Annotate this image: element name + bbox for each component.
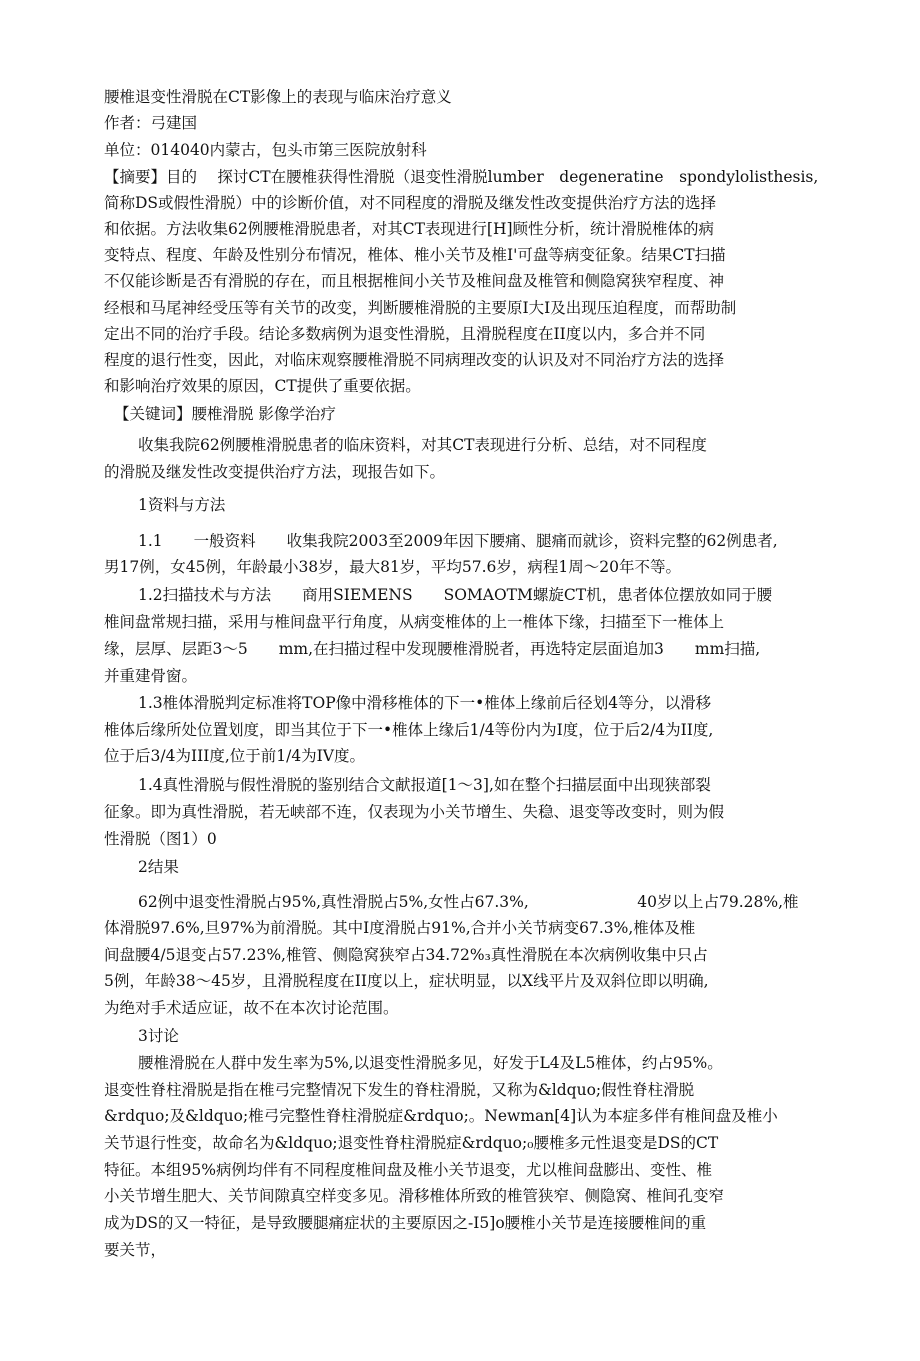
discussion-line: 腰椎滑脱在人群中发生率为5%,以退变性滑脱多见，好发于L4及L5椎体，约占95%。 — [138, 1054, 723, 1072]
section-1-2-line: 缘，层厚、层距3〜5 mm,在扫描过程中发现腰椎滑脱者，再选特定层面追加3 mm扫描, — [104, 640, 761, 658]
results-line: 62例中退变性滑脱占95%,真性滑脱占5%,女性占67.3%, 40岁以上占79.28%,椎 — [138, 893, 799, 911]
discussion-line: 退变性脊柱滑脱是指在椎弓完整情况下发生的脊柱滑脱，又称为&ldquo;假性脊柱滑脱 — [104, 1081, 695, 1099]
section-1-4-line: 性滑脱（图1）0 — [104, 830, 217, 848]
abstract-line: 不仅能诊断是否有滑脱的存在，而且根据椎间小关节及椎间盘及椎管和侧隐窝狭窄程度、神 — [104, 272, 725, 290]
keywords-line: 【关键词】腰椎滑脱 影像学治疗 — [114, 405, 336, 423]
section-3-heading: 3讨论 — [138, 1027, 179, 1045]
abstract-line: 定出不同的治疗手段。结论多数病例为退变性滑脱，且滑脱程度在II度以内，多合并不同 — [104, 325, 706, 343]
discussion-line: &rdquo;及&ldquo;椎弓完整性脊柱滑脱症&rdquo;。Newman[4]认为本症多伴有椎间盘及椎小 — [104, 1107, 778, 1125]
discussion-line: 要关节， — [104, 1241, 167, 1259]
section-1-2-line: 椎间盘常规扫描，采用与椎间盘平行角度，从病变椎体的上一椎体下缘，扫描至下一椎体上 — [104, 613, 725, 631]
discussion-line: 关节退行性变，故命名为&ldquo;退变性脊柱滑脱症&rdquo;₀腰椎多元性退变是DS的CT — [104, 1134, 719, 1152]
abstract-line: 和影响治疗效果的原因，CT提供了重要依据。 — [104, 377, 421, 395]
section-1-3-line: 椎体后缘所处位置划度，即当其位于下一•椎体上缘后1/4等份内为I度，位于后2/4为II度, — [104, 721, 714, 739]
section-2-heading: 2结果 — [138, 858, 179, 876]
abstract-line: 简称DS或假性滑脱）中的诊断价值，对不同程度的滑脱及继发性改变提供治疗方法的选择 — [104, 194, 717, 212]
discussion-line: 小关节增生肥大、关节间隙真空样变多见。滑移椎体所致的椎管狭窄、侧隐窝、椎间孔变窄 — [104, 1187, 725, 1205]
section-1-2-line: 1.2扫描技术与方法 商用SIEMENS SOMAOTM螺旋CT机，患者体位摆放如同于腰 — [138, 586, 773, 604]
section-1-1-line: 1.1 一般资料 收集我院2003至2009年因下腰痛、腿痛而就诊，资料完整的62例患者, — [138, 532, 778, 550]
results-line: 为绝对手术适应证，故不在本次讨论范围。 — [104, 999, 399, 1017]
results-line: 体滑脱97.6%,旦97%为前滑脱。其中I度滑脱占91%,合并小关节病变67.3%,椎体及椎 — [104, 919, 696, 937]
section-1-4-line: 征象。即为真性滑脱，若无峡部不连，仅表现为小关节增生、失稳、退变等改变时，则为假 — [104, 803, 725, 821]
abstract-line: 程度的退行性变，因此，对临床观察腰椎滑脱不同病理改变的认识及对不同治疗方法的选择 — [104, 351, 725, 369]
abstract-line: 【摘要】目的 探讨CT在腰椎获得性滑脱（退变性滑脱lumber degeneratine spondylolisthesis, — [104, 168, 819, 186]
abstract-line: 变特点、程度、年龄及性别分布情况，椎体、椎小关节及椎I'可盘等病变征象。结果CT扫描 — [104, 246, 726, 264]
section-1-2-line: 并重建骨窗。 — [104, 667, 198, 685]
results-line: 5例，年龄38〜45岁，且滑脱程度在II度以上，症状明显，以X线平片及双斜位即以明确, — [104, 972, 709, 990]
abstract-line: 和依据。方法收集62例腰椎滑脱患者，对其CT表现进行[H]顾性分析，统计滑脱椎体的病 — [104, 220, 715, 238]
document-title: 腰椎退变性滑脱在CT影像上的表现与临床治疗意义 — [104, 88, 452, 106]
author-line: 作者：弓建国 — [104, 114, 198, 132]
results-line: 间盘腰4/5退变占57.23%,椎管、侧隐窝狭窄占34.72%₃真性滑脱在本次病例收集中只占 — [104, 946, 708, 964]
section-1-3-line: 位于后3/4为III度,位于前1/4为IV度。 — [104, 747, 366, 765]
section-1-1-line: 男17例，女45例，年龄最小38岁，最大81岁，平均57.6岁，病程1周〜20年不等。 — [104, 558, 681, 576]
affiliation-line: 单位：014040内蒙古，包头市第三医院放射科 — [104, 141, 427, 159]
discussion-line: 特征。本组95%病例均伴有不同程度椎间盘及椎小关节退变，尤以椎间盘膨出、变性、椎 — [104, 1161, 712, 1179]
intro-line: 收集我院62例腰椎滑脱患者的临床资料，对其CT表现进行分析、总结，对不同程度 — [138, 436, 707, 454]
section-1-3-line: 1.3椎体滑脱判定标准将TOP像中滑移椎体的下一•椎体上缘前后径划4等分，以滑移 — [138, 694, 712, 712]
intro-line: 的滑脱及继发性改变提供治疗方法，现报告如下。 — [104, 463, 446, 481]
discussion-line: 成为DS的又一特征，是导致腰腿痛症状的主要原因之-I5]o腰椎小关节是连接腰椎间的重 — [104, 1214, 707, 1232]
section-1-heading: 1资料与方法 — [138, 496, 226, 514]
section-1-4-line: 1.4真性滑脱与假性滑脱的鉴别结合文献报道[1〜3],如在整个扫描层面中出现狭部裂 — [138, 776, 711, 794]
abstract-line: 经根和马尾神经受压等有关节的改变，判断腰椎滑脱的主要原I大I及出现压迫程度，而帮助制 — [104, 299, 737, 317]
